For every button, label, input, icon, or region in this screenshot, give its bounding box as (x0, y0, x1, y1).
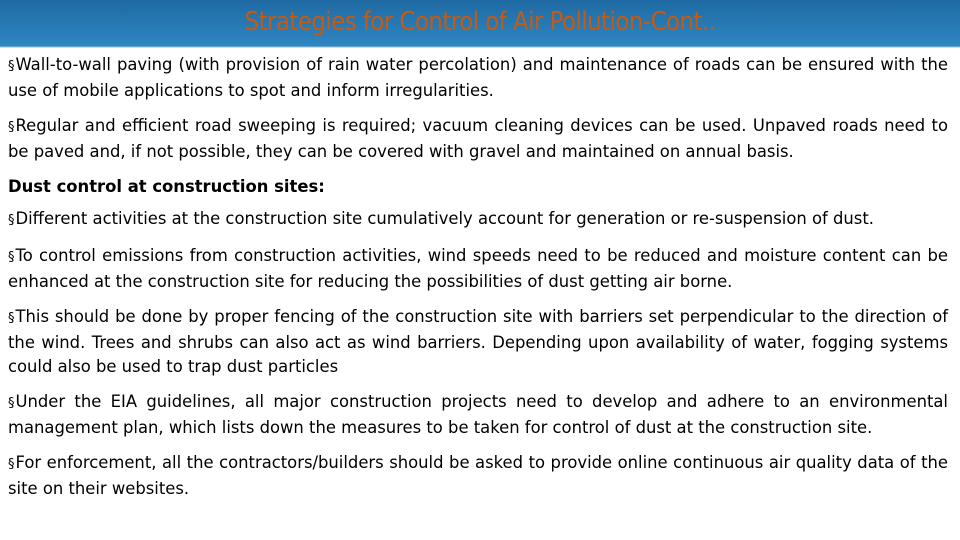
section-heading: Dust control at construction sites: (8, 177, 325, 196)
bullet-marker-icon: § (8, 396, 15, 411)
bullet-paragraph (8, 305, 948, 379)
bullet-marker-icon: § (8, 213, 15, 228)
bullet-paragraph (8, 390, 948, 440)
bullet-paragraph (8, 244, 948, 294)
paragraph-text: Wall-to-wall paving (with provision of rain water percolation) and maintenance of roads can be ensured with the use of mobile applications to spot and inform irregularities. (8, 55, 948, 100)
slide-content (8, 53, 948, 512)
bullet-marker-icon: § (8, 250, 15, 265)
bullet-paragraph (8, 207, 948, 233)
bullet-paragraph (8, 114, 948, 164)
bullet-marker-icon: § (8, 120, 15, 135)
paragraph-text: To control emissions from construction activities, wind speeds need to be reduced and moisture content can be enhanced at the construction site for reducing the possibilities of dust getting air borne. (8, 246, 948, 291)
paragraph-text: Under the EIA guidelines, all major construction projects need to develop and adhere to an environmental management plan, which lists down the measures to be taken for control of dust at the construction site. (8, 392, 948, 437)
bullet-paragraph (8, 451, 948, 501)
bullet-marker-icon: § (8, 59, 15, 74)
paragraph-text: This should be done by proper fencing of the construction site with barriers set perpendicular to the direction of the wind. Trees and shrubs can also act as wind barriers. Depending upon availability of water, fogging systems could also be used to trap dust particles (8, 307, 948, 376)
bullet-marker-icon: § (8, 457, 15, 472)
bullet-paragraph (8, 53, 948, 103)
slide-title: Strategies for Control of Air Pollution-Cont.. (244, 7, 716, 37)
paragraph-text: Regular and efficient road sweeping is required; vacuum cleaning devices can be used. Unpaved roads need to be paved and, if not possible, they can be covered with gravel and maintained on annual basis. (8, 116, 948, 161)
paragraph-text: For enforcement, all the contractors/builders should be asked to provide online continuous air quality data of the site on their websites. (8, 453, 948, 498)
paragraph-text: Different activities at the construction site cumulatively account for generation or re-suspension of dust. (15, 209, 874, 228)
bullet-marker-icon: § (8, 311, 15, 326)
